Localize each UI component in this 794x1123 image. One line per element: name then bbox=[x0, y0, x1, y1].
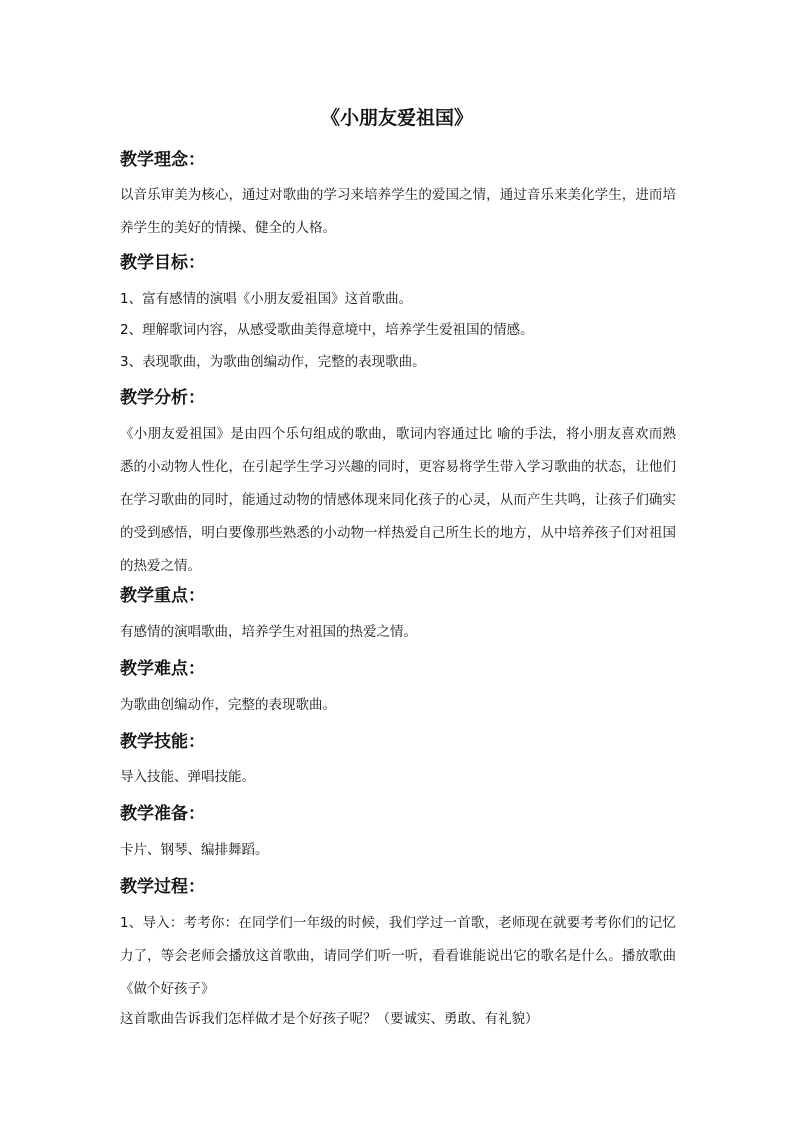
paragraph-process-intro: 1、导入：考考你：在同学们一年级的时候，我们学过一首歌，老师现在就要考考你们的记忆力了，等会老师会播放这首歌曲，请同学们听一听，看看谁能说出它的歌名是什么。播放歌曲《做个好孩子》 bbox=[120, 915, 676, 997]
heading-concept: 教学理念： bbox=[120, 150, 205, 170]
paragraph-key-points: 有感情的演唱歌曲，培养学生对祖国的热爱之情。 bbox=[120, 624, 417, 640]
goal-item-2: 2、理解歌词内容，从感受歌曲美得意境中，培养学生爱祖国的情感。 bbox=[120, 322, 534, 338]
goal-item-3: 3、表现歌曲，为歌曲创编动作，完整的表现歌曲。 bbox=[120, 354, 426, 370]
goal-item-1: 1、富有感情的演唱《小朋友爱祖国》这首歌曲。 bbox=[120, 291, 413, 307]
heading-skills: 教学技能： bbox=[120, 732, 205, 752]
heading-preparation: 教学准备： bbox=[120, 804, 205, 824]
paragraph-concept: 以音乐审美为核心，通过对歌曲的学习来培养学生的爱国之情，通过音乐来美化学生，进而培养学生的美好的情操、健全的人格。 bbox=[120, 187, 676, 236]
document-title: 《小朋友爱祖国》 bbox=[320, 107, 473, 129]
heading-difficulties: 教学难点： bbox=[120, 659, 205, 679]
heading-analysis: 教学分析： bbox=[120, 388, 205, 408]
heading-process: 教学过程： bbox=[120, 877, 205, 897]
paragraph-analysis: 《小朋友爱祖国》是由四个乐句组成的歌曲，歌词内容通过比 喻的手法，将小朋友喜欢而熟悉的小动物人性化，在引起学生学习兴趣的同时，更容易将学生带入学习歌曲的状态，让他们在学习歌曲的同时，能通过动物的情感体现来同化孩子的心灵，从而产生共鸣，让孩子们确实的受到感悟，明白要像那些熟悉的小动物一样热爱自己所生长的地方，从中培养孩子们对祖国的热爱之情。 bbox=[120, 426, 676, 574]
heading-goals: 教学目标： bbox=[120, 253, 205, 273]
paragraph-process-question: 这首歌曲告诉我们怎样做才是个好孩子呢？（要诚实、勇敢、有礼貌） bbox=[120, 1011, 539, 1027]
paragraph-skills: 导入技能、弹唱技能。 bbox=[120, 769, 255, 785]
paragraph-difficulties: 为歌曲创编动作，完整的表现歌曲。 bbox=[120, 697, 336, 713]
heading-key-points: 教学重点： bbox=[120, 586, 205, 606]
paragraph-preparation: 卡片、钢琴、编排舞蹈。 bbox=[120, 842, 269, 858]
